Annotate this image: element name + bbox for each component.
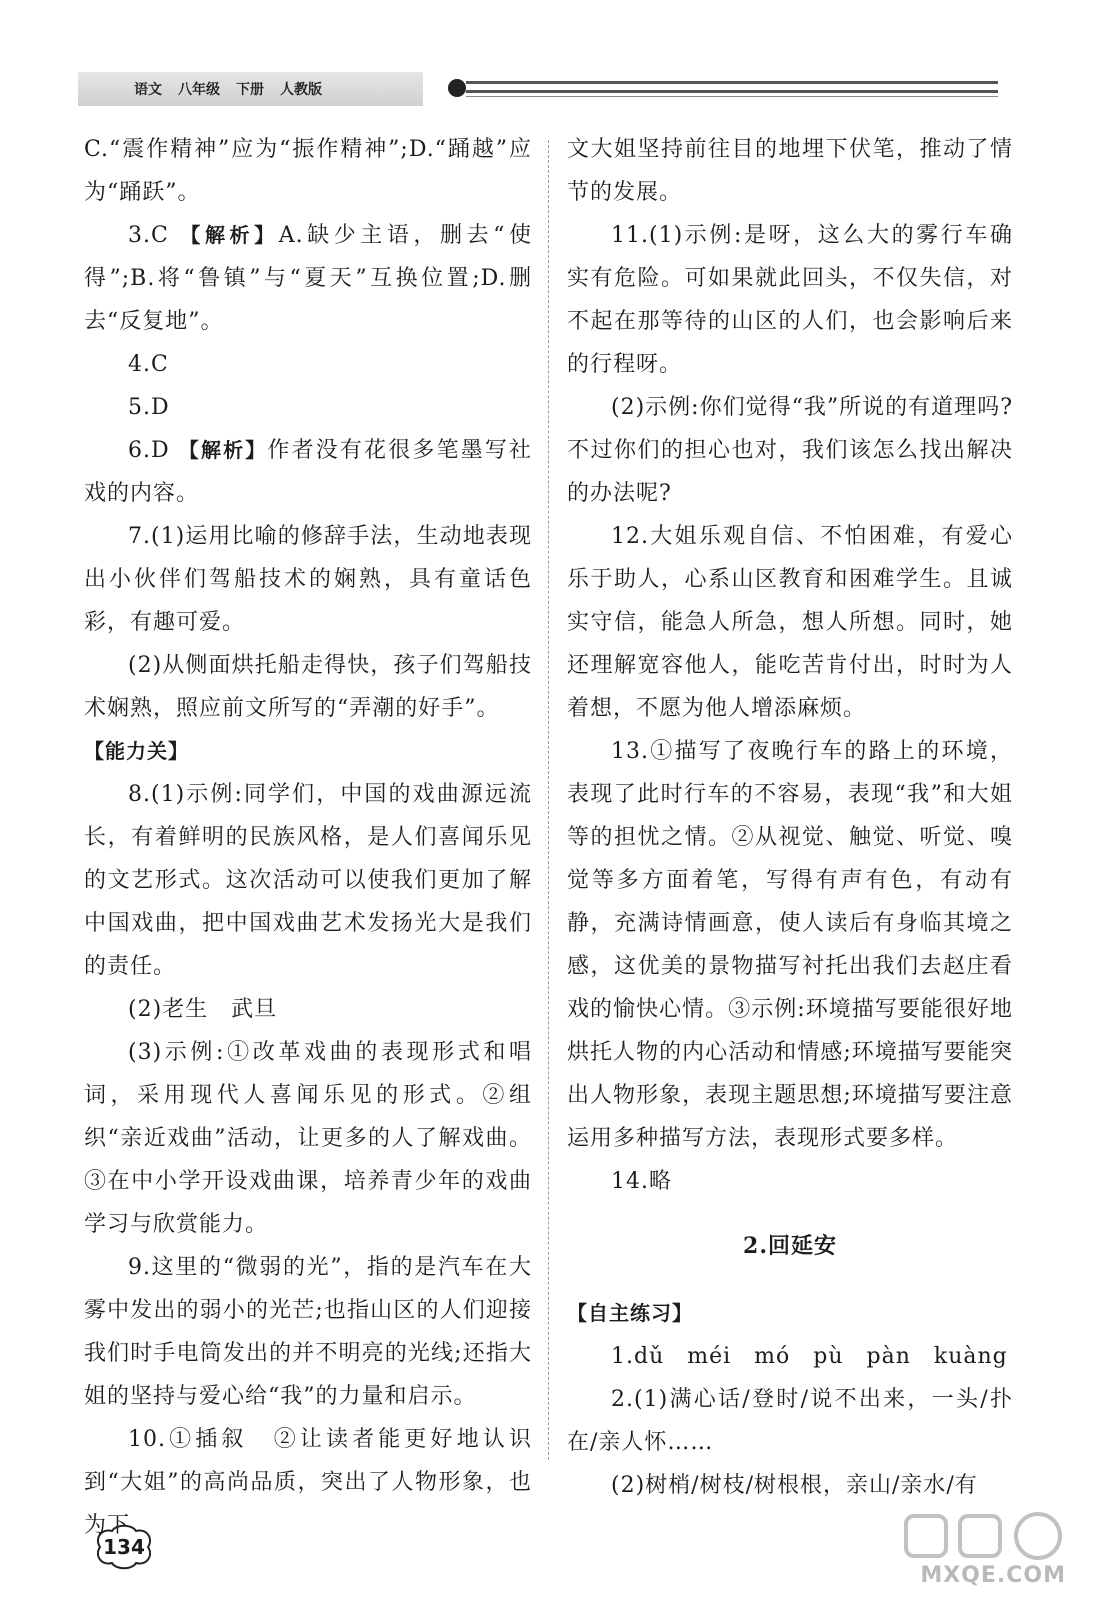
header-edition: 人教版	[280, 82, 322, 98]
answer-paragraph: (3)示例:①改革戏曲的表现形式和唱词，采用现代人喜闻乐见的形式。②组织“亲近戏曲”活动，让更多的人了解戏曲。③在中小学开设戏曲课，培养青少年的戏曲学习与欣赏能力。	[84, 1040, 532, 1237]
watermark-graphic-icon	[900, 1510, 1070, 1562]
analysis-tag: 【解析】	[178, 438, 268, 462]
header-rule	[466, 81, 998, 84]
analysis-text: 作者没有花很多笔墨写社戏的内容。	[84, 438, 532, 506]
header-rule	[466, 96, 998, 97]
answer-number: 3.C	[128, 223, 181, 248]
section-heading: 【能力关】	[84, 739, 189, 763]
watermark-logo	[900, 1510, 1070, 1590]
answer-paragraph: 5.D	[128, 395, 170, 420]
answer-paragraph: 14.略	[611, 1169, 672, 1194]
answer-paragraph: (2)示例:你们觉得“我”所说的有道理吗?不过你们的担心也对，我们该怎么找出解决的办法呢?	[567, 395, 1013, 506]
watermark-text: MXQE.COM	[920, 1563, 1066, 1588]
analysis-tag: 【解析】	[180, 223, 279, 247]
answer-paragraph: 12.大姐乐观自信、不怕困难，有爱心乐于助人，心系山区教育和困难学生。且诚实守信，能急人所急，想人所想。同时，她还理解宽容他人，能吃苦肯付出，时时为人着想，不愿为他人增添麻烦。	[567, 524, 1013, 721]
answer-paragraph: 13.①描写了夜晚行车的路上的环境，表现了此时行车的不容易，表现“我”和大姐等的担忧之情。②从视觉、触觉、听觉、嗅觉等多方面着笔，写得有声有色，有动有静，充满诗情画意，使人读后有身临其境之感，这优美的景物描写衬托出我们去赵庄看戏的愉快心情。③示例:环境描写要能很好地烘托人物的内心活动和情感;环境描写要能突出人物形象，表现主题思想;环境描写要注意运用多种描写方法，表现形式要多样。	[567, 739, 1013, 1151]
answer-paragraph: 9.这里的“微弱的光”，指的是汽车在大雾中发出的弱小的光芒;也指山区的人们迎接我们时手电筒发出的并不明亮的光线;还指大姐的坚持与爱心给“我”的力量和启示。	[84, 1255, 532, 1409]
answer-number: 6.D	[128, 438, 179, 463]
page-header	[78, 72, 423, 106]
header-volume: 下册	[236, 82, 264, 98]
lesson-title: 2.回延安	[743, 1233, 837, 1259]
answer-paragraph: C.“震作精神”应为“振作精神”;D.“踊越”应为“踊跃”。	[84, 137, 532, 205]
page-number-badge	[92, 1522, 156, 1572]
answer-paragraph: 7.(1)运用比喻的修辞手法，生动地表现出小伙伴们驾船技术的娴熟，具有童话色彩，有趣可爱。	[84, 524, 532, 635]
answer-paragraph: (2)从侧面烘托船走得快，孩子们驾船技术娴熟，照应前文所写的“弄潮的好手”。	[84, 653, 532, 721]
answer-paragraph: 8.(1)示例:同学们，中国的戏曲源远流长，有着鲜明的民族风格，是人们喜闻乐见的文艺形式。这次活动可以使我们更加了解中国戏曲，把中国戏曲艺术发扬光大是我们的责任。	[84, 782, 532, 979]
answer-paragraph	[84, 214, 532, 343]
column-divider	[548, 140, 549, 1460]
answer-paragraph: 文大姐坚持前往目的地埋下伏笔，推动了情节的发展。	[567, 137, 1013, 205]
answer-paragraph: (2)老生 武旦	[128, 997, 278, 1022]
right-column	[567, 128, 1013, 1507]
answer-paragraph	[84, 429, 532, 515]
answer-paragraph: 1.dǔ méi mó pù pàn kuàng	[611, 1344, 1008, 1369]
header-grade: 八年级	[178, 82, 220, 98]
answer-paragraph: 11.(1)示例:是呀，这么大的雾行车确实有危险。可如果就此回头，不仅失信，对不起在那等待的山区的人们，也会影响后来的行程呀。	[567, 223, 1013, 377]
header-subject: 语文	[134, 82, 162, 98]
answer-paragraph: (2)树梢/树枝/树根根，亲山/亲水/有	[611, 1473, 978, 1498]
answer-paragraph: 10.①插叙 ②让读者能更好地认识到“大姐”的高尚品质，突出了人物形象，也为下	[84, 1427, 532, 1538]
answer-paragraph: 2.(1)满心话/登时/说不出来，一头/扑在/亲人怀……	[567, 1387, 1013, 1455]
section-heading: 【自主练习】	[567, 1301, 693, 1325]
header-dot-icon	[448, 79, 466, 97]
page-number: 134	[103, 1535, 145, 1559]
analysis-text: A.缺少主语，删去“使得”;B.将“鲁镇”与“夏天”互换位置;D.删去“反复地”。	[84, 223, 532, 334]
header-rule	[466, 90, 998, 93]
left-column	[84, 128, 532, 1547]
answer-paragraph: 4.C	[128, 352, 169, 377]
